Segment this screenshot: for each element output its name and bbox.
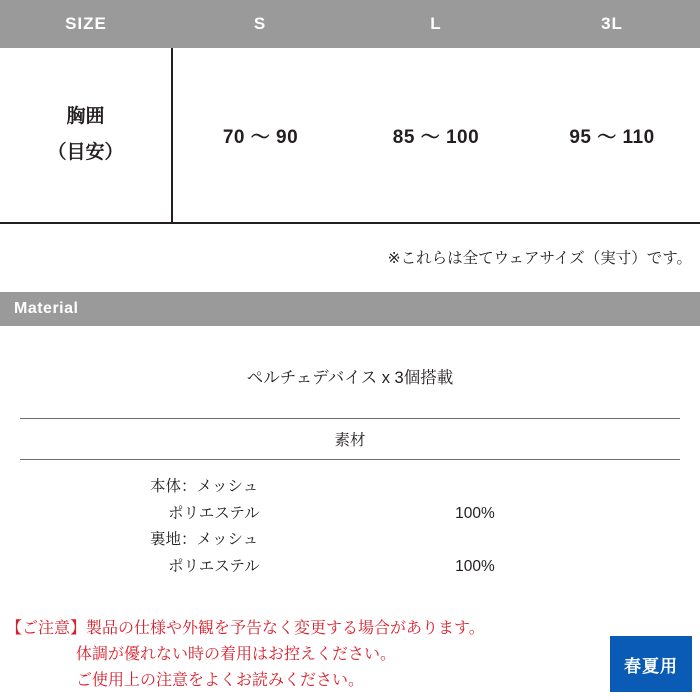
material-label: 裏地：メッシュ <box>150 531 259 549</box>
row-label-chest <box>0 48 172 223</box>
material-table <box>20 418 680 460</box>
list-item <box>20 501 680 528</box>
table-header-row <box>0 0 700 48</box>
material-label: ポリエステル <box>168 504 260 522</box>
material-percent: 100% <box>455 504 495 522</box>
caution-line-3: ご使用上の注意をよくお読みください。 <box>76 672 365 690</box>
column-header-size: SIZE <box>0 0 172 48</box>
material-rows <box>20 460 680 581</box>
column-header-s: S <box>172 0 348 48</box>
size-table-body <box>0 48 700 223</box>
table-row <box>0 48 700 223</box>
list-item <box>20 554 680 581</box>
row-label-line2: （目安） <box>47 142 124 163</box>
material-label: 本体：メッシュ <box>150 478 259 495</box>
list-item <box>20 474 680 501</box>
column-header-l: L <box>348 0 524 48</box>
chest-value-3l: 95 〜 110 <box>524 48 700 223</box>
material-percent: 100% <box>455 557 495 575</box>
row-label-line1: 胸囲 <box>66 105 105 127</box>
column-header-3l: 3L <box>524 0 700 48</box>
material-table-body <box>20 419 680 460</box>
peltier-device-line: ペルチェデバイス x 3個搭載 <box>246 369 454 387</box>
material-column-header: 素材 <box>20 419 680 460</box>
caution-line-2: 体調が優れない時の着用はお控えください。 <box>76 646 397 664</box>
chest-value-l: 85 〜 100 <box>348 48 524 223</box>
size-table <box>0 0 700 224</box>
chest-value-s: 70 〜 90 <box>172 48 348 223</box>
caution-block <box>6 616 485 694</box>
material-table-header-row <box>20 419 680 460</box>
size-note: ※これらは全てウェアサイズ（実寸）です。 <box>387 250 692 267</box>
size-table-header <box>0 0 700 48</box>
material-label: ポリエステル <box>168 557 260 575</box>
caution-line-1: 【ご注意】製品の仕様や外観を予告なく変更する場合があります。 <box>6 620 485 638</box>
material-section-band: Material <box>0 292 700 326</box>
season-badge: 春夏用 <box>610 636 692 692</box>
list-item <box>20 527 680 554</box>
